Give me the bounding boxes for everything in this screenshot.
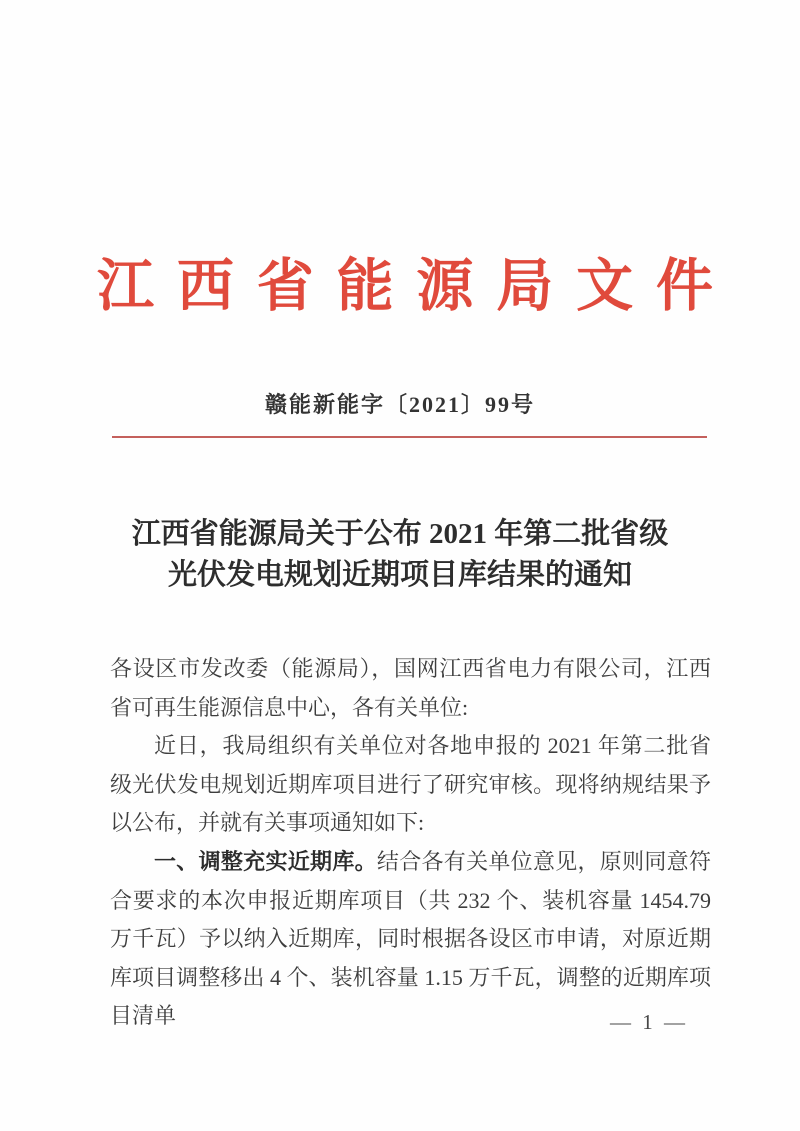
paragraph-recipients: 各设区市发改委（能源局），国网江西省电力有限公司，江西省可再生能源信息中心，各有关单位:	[110, 656, 711, 720]
document-title	[60, 514, 740, 596]
section-1-heading: 一、调整充实近期库。	[154, 848, 377, 874]
red-divider-line	[112, 436, 707, 438]
document-title-line2: 光伏发电规划近期项目库结果的通知	[167, 559, 632, 591]
document-number: 赣能新能字〔2021〕99号	[264, 392, 535, 417]
document-body	[110, 650, 711, 1036]
agency-header-title: 江 西 省 能 源 局 文 件	[97, 255, 713, 318]
paragraph-intro: 近日，我局组织有关单位对各地申报的 2021 年第二批省级光伏发电规划近期库项目进行了研究审核。现将纳规结果予以公布，并就有关事项通知如下:	[110, 733, 711, 836]
page-number: — 1 —	[610, 1010, 688, 1034]
section-1-text: 结合各有关单位意见，原则同意符合要求的本次申报近期库项目（共 232 个、装机容量 1454.79 万千瓦）予以纳入近期库，同时根据各设区市申请，对原近期库项目调整移出 4 个、装机容量 1.15 万千瓦，调整的近期库项目清单	[110, 848, 711, 1029]
paragraph-section-1	[110, 843, 711, 1036]
document-title-line1: 江西省能源局关于公布 2021 年第二批省级	[131, 518, 669, 550]
